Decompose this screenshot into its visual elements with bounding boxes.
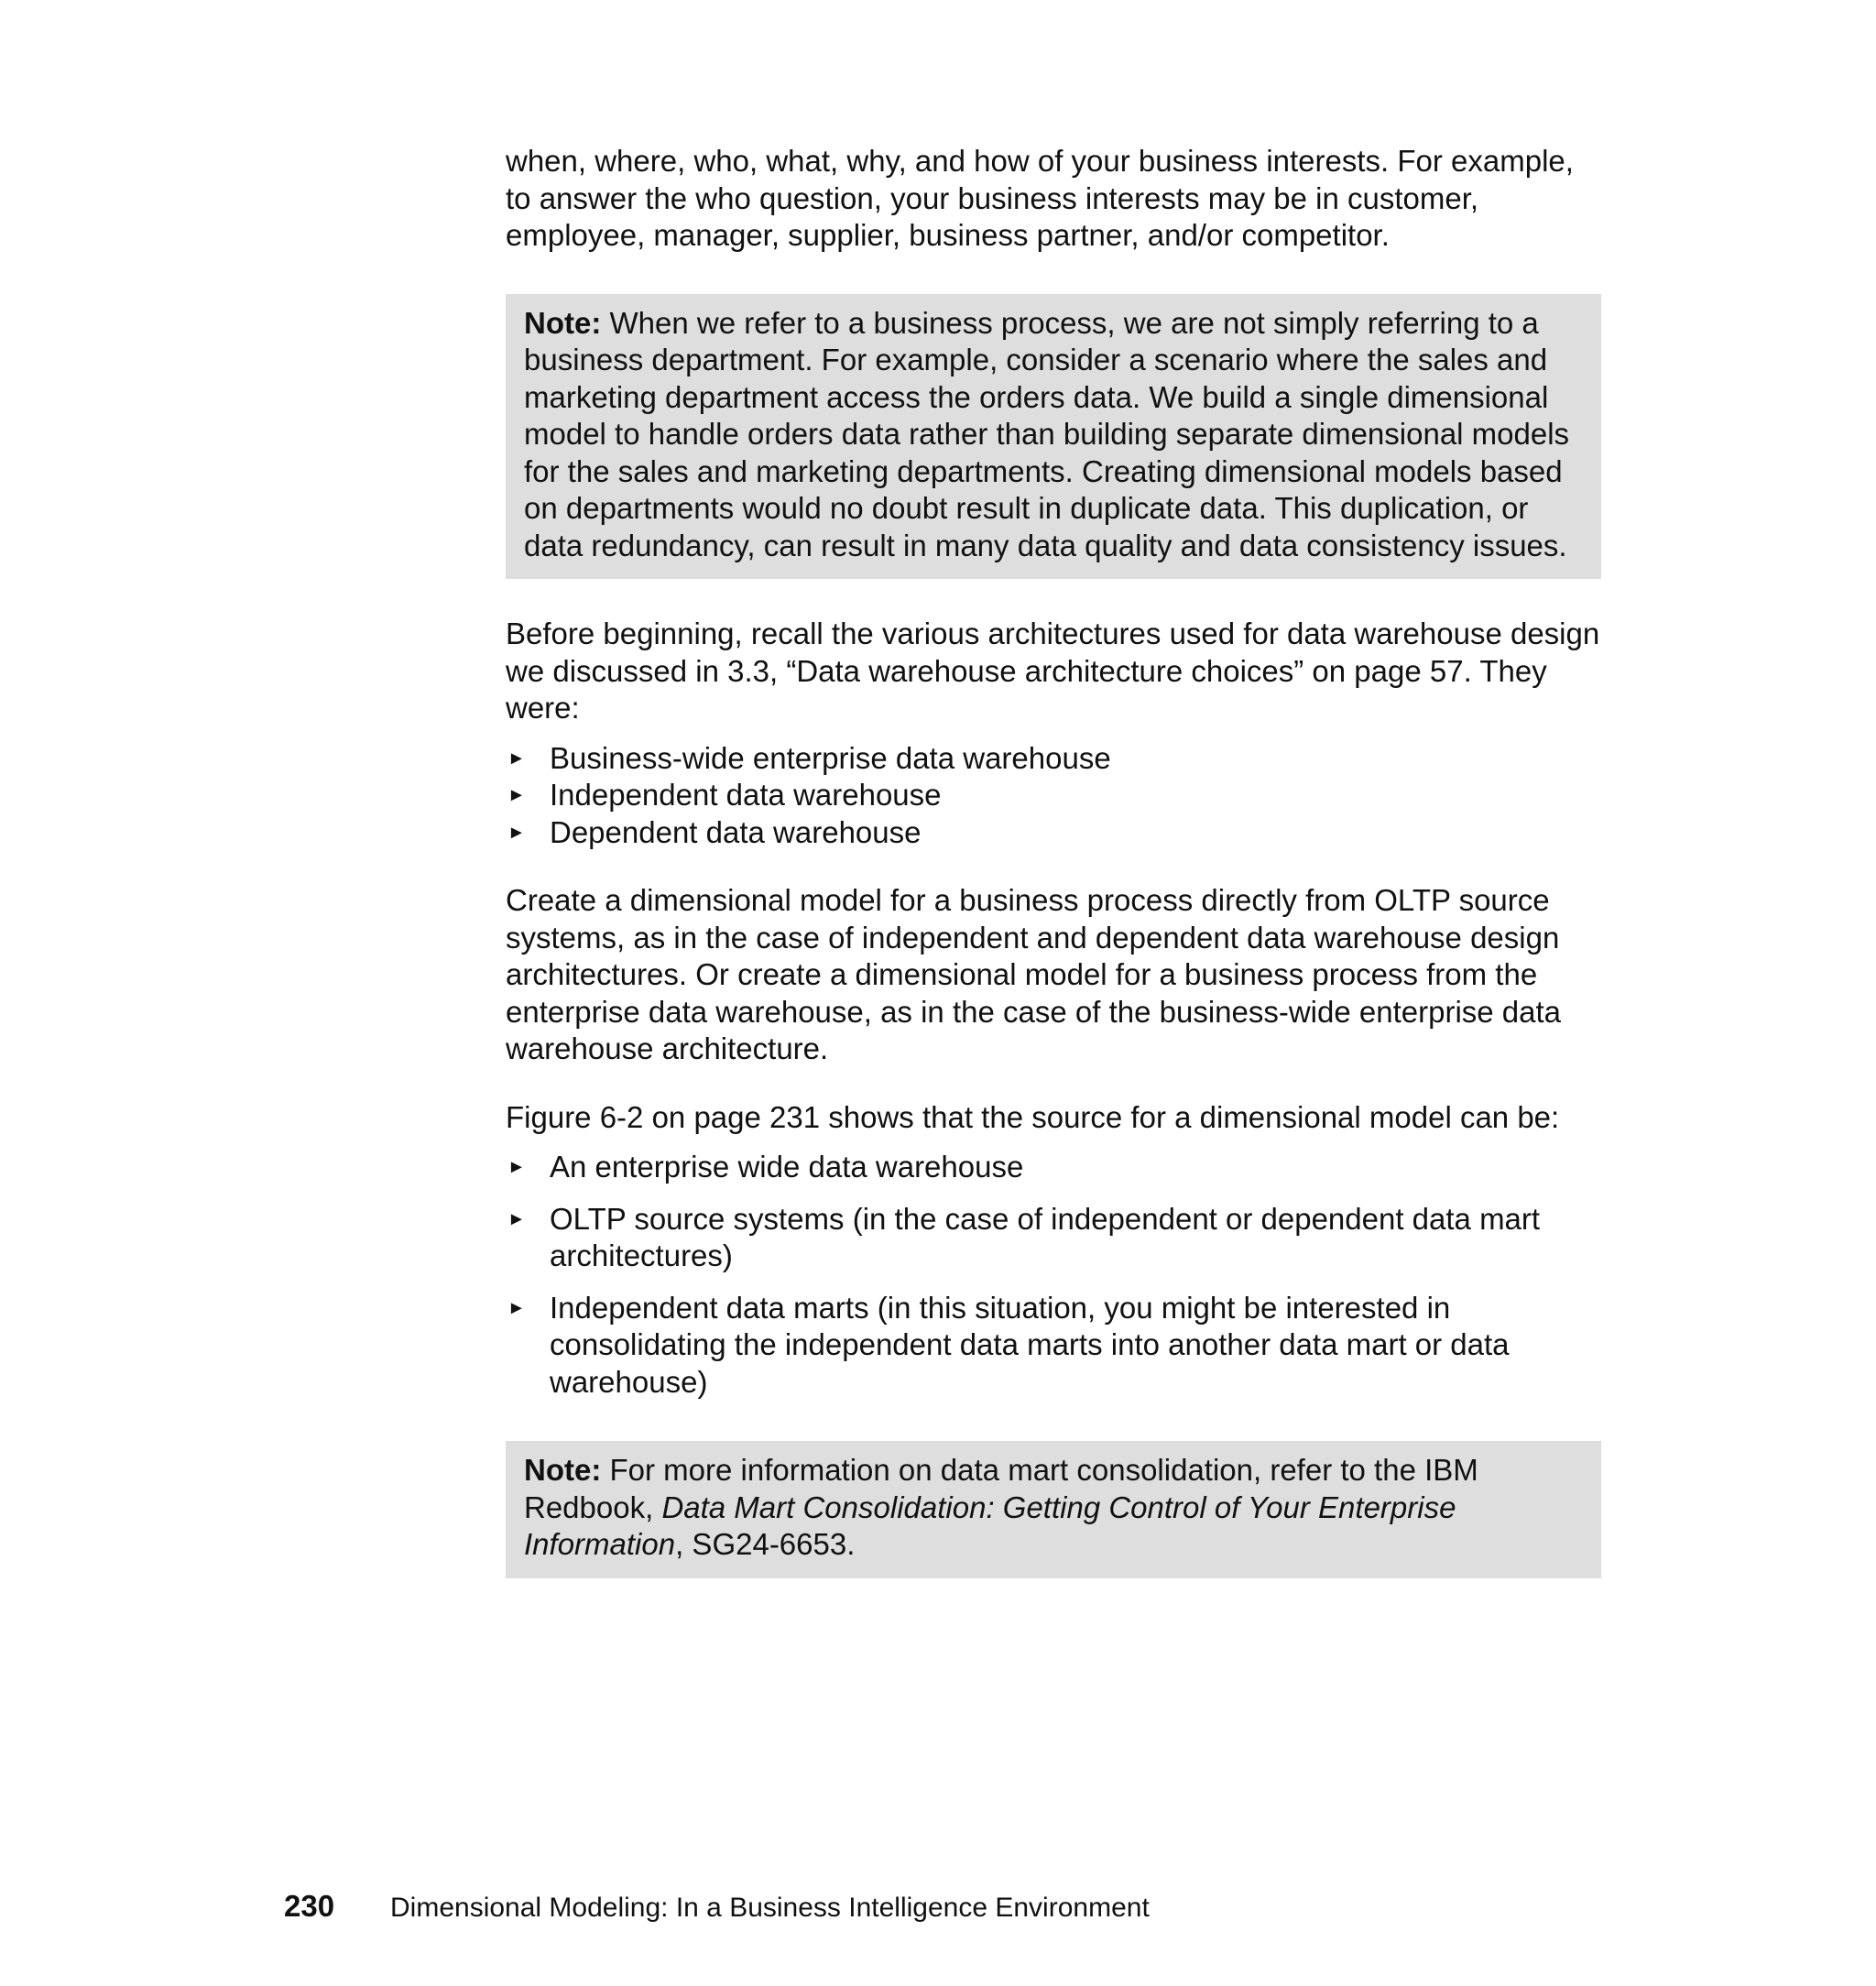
architecture-list	[506, 740, 1601, 852]
architectures-paragraph: Before beginning, recall the various architectures used for data warehouse design we discussed in 3.3, “Data warehouse architecture choices” on page 57. They were:	[506, 617, 1600, 725]
bullet-arrow-icon: ►	[507, 785, 526, 805]
page-footer	[284, 1890, 1150, 1925]
note-label: Note:	[524, 305, 602, 340]
note-text: Note: For more information on data mart consolidation, refer to the IBM Redbook, Data Mart Consolidation: Getting Control of Your Enterprise Information, SG24-6653.	[524, 1453, 1478, 1561]
redbook-title: Data Mart Consolidation: Getting Control of Your Enterprise Information	[524, 1490, 1456, 1561]
note-text	[524, 305, 1583, 565]
figure-reference-paragraph: Figure 6-2 on page 231 shows that the source for a dimensional model can be:	[506, 1099, 1560, 1134]
note-box-business-process	[506, 294, 1601, 580]
list-item: ► Independent data marts (in this situation, you might be interested in consolidating the independent data marts into another data mart or data warehouse)	[507, 1290, 1510, 1399]
bullet-arrow-icon: ►	[507, 1157, 526, 1177]
page-content	[506, 143, 1601, 1615]
bullet-arrow-icon: ►	[507, 1208, 526, 1229]
note-label: Note:	[524, 1453, 602, 1487]
page-number: 230	[284, 1889, 335, 1923]
list-item: ► Business-wide enterprise data warehouse	[506, 740, 1601, 778]
intro-paragraph: when, where, who, what, why, and how of your business interests. For example, to answer the who question, your business interests may be in customer, employee, manager, supplier, business partner, and/or competitor.	[506, 144, 1574, 252]
book-title: Dimensional Modeling: In a Business Intelligence Environment	[390, 1893, 1150, 1923]
create-model-paragraph: Create a dimensional model for a business process directly from OLTP source systems, as in the case of independent and dependent data warehouse design architectures. Or create a dimensional model for a business process from the enterprise data warehouse, as in the case of the business-wide enterprise data warehouse architecture.	[506, 883, 1562, 1065]
bullet-arrow-icon: ►	[507, 1297, 526, 1318]
source-list	[506, 1149, 1601, 1401]
note-box-consolidation	[506, 1441, 1601, 1578]
list-item: ► OLTP source systems (in the case of independent or dependent data mart architectures)	[507, 1201, 1541, 1272]
bullet-arrow-icon: ►	[507, 747, 526, 769]
bullet-arrow-icon: ►	[507, 822, 526, 843]
list-item: ► Dependent data warehouse	[506, 814, 1601, 852]
list-item: ► Independent data warehouse	[506, 777, 1601, 814]
list-item: ► An enterprise wide data warehouse	[506, 1149, 1601, 1186]
note-body: When we refer to a business process, we are not simply referring to a business department. For example, consider a scenario where the sales and marketing department access the orders data. We build a single dimensional model to handle orders data rather than building separate dimensional models for the sales and marketing departments. Creating dimensional models based on departments would no doubt result in duplicate data. This duplication, or data redundancy, can result in many data quality and data consistency issues.	[524, 305, 1570, 562]
